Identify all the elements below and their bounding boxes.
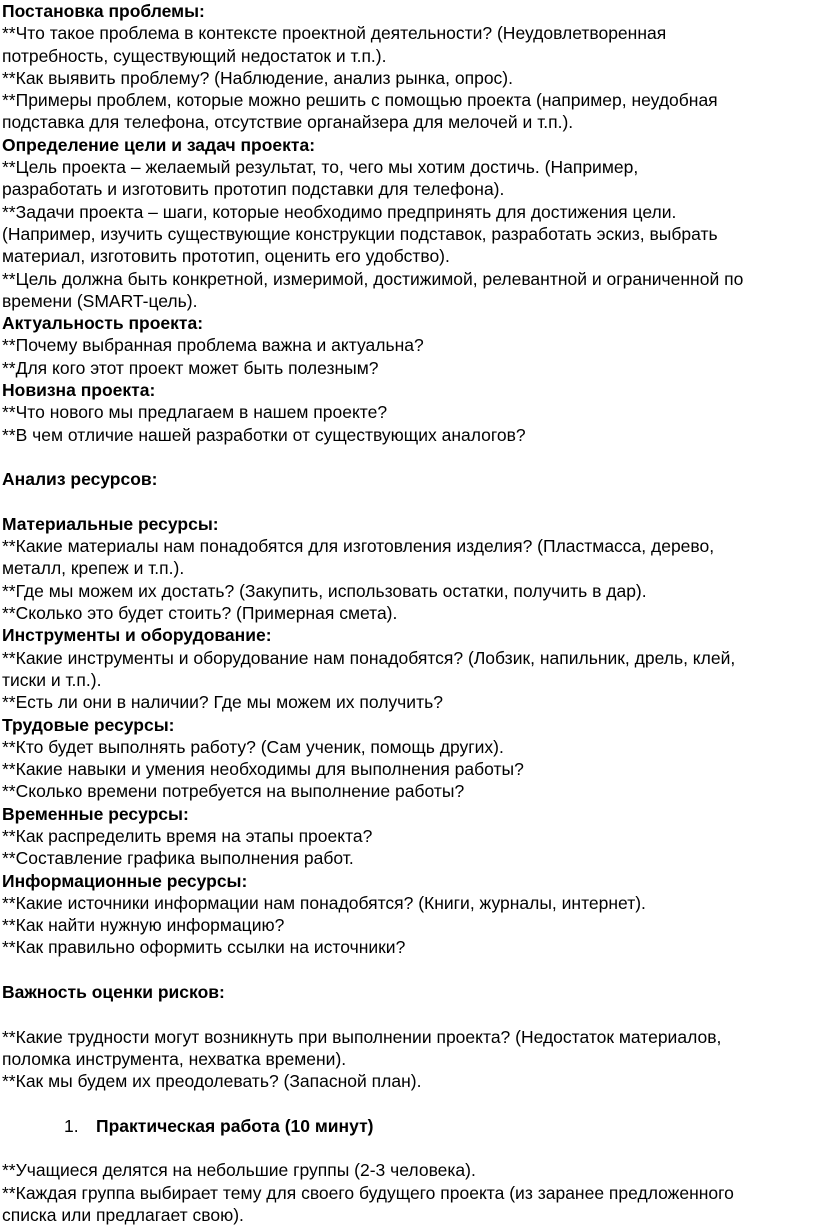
blank-line: [2, 1137, 814, 1159]
section-heading: Актуальность проекта:: [2, 313, 204, 334]
numbered-item: [2, 1115, 814, 1137]
text-line: **Какие источники информации нам понадобятся? (Книги, журналы, интернет).: [2, 892, 646, 913]
section-heading: Временные ресурсы:: [2, 803, 189, 824]
section-heading: Новизна проекта:: [2, 380, 156, 401]
text-line: **Примеры проблем, которые можно решить с помощью проекта (например, неудобная: [2, 90, 718, 111]
text-line: **Цель должна быть конкретной, измеримой, достижимой, релевантной и ограниченной по: [2, 268, 744, 289]
text-line: **Составление графика выполнения работ.: [2, 848, 354, 869]
text-line: **Есть ли они в наличии? Где мы можем их получить?: [2, 692, 443, 713]
text-line: **Почему выбранная проблема важна и актуальна?: [2, 335, 424, 356]
text-line: материал, изготовить прототип, оценить его удобство).: [2, 246, 450, 267]
document-body: [2, 0, 814, 1226]
text-line: **Как распределить время на этапы проекта?: [2, 825, 373, 846]
blank-line: [2, 491, 814, 513]
text-line: **Как правильно оформить ссылки на источники?: [2, 937, 406, 958]
list-number: 1.: [64, 1115, 79, 1136]
text-line: времени (SMART-цель).: [2, 290, 198, 311]
text-line: **Какие трудности могут возникнуть при выполнении проекта? (Недостаток материалов,: [2, 1026, 722, 1047]
numbered-item-title: Практическая работа (10 минут): [96, 1115, 374, 1136]
section-heading: Определение цели и задач проекта:: [2, 134, 316, 155]
text-line: потребность, существующий недостаток и т.п.).: [2, 45, 387, 66]
text-line: **Сколько времени потребуется на выполнение работы?: [2, 781, 465, 802]
text-line: (Например, изучить существующие конструкции подставок, разработать эскиз, выбрать: [2, 223, 718, 244]
text-line: **Что такое проблема в контексте проектной деятельности? (Неудовлетворенная: [2, 23, 667, 44]
text-line: тиски и т.п.).: [2, 669, 102, 690]
text-line: **Какие навыки и умения необходимы для выполнения работы?: [2, 759, 524, 780]
text-line: разработать и изготовить прототип подставки для телефона).: [2, 179, 505, 200]
section-heading: Важность оценки рисков:: [2, 982, 225, 1003]
section-heading: Информационные ресурсы:: [2, 870, 248, 891]
text-line: **Для кого этот проект может быть полезным?: [2, 357, 379, 378]
blank-line: [2, 446, 814, 468]
section-heading: Трудовые ресурсы:: [2, 714, 175, 735]
text-line: **Сколько это будет стоить? (Примерная смета).: [2, 603, 398, 624]
text-line: **Где мы можем их достать? (Закупить, использовать остатки, получить в дар).: [2, 580, 647, 601]
blank-line: [2, 959, 814, 981]
text-line: **Цель проекта – желаемый результат, то, чего мы хотим достичь. (Например,: [2, 157, 639, 178]
text-line: металл, крепеж и т.п.).: [2, 558, 185, 579]
text-line: **Какие материалы нам понадобятся для изготовления изделия? (Пластмасса, дерево,: [2, 536, 715, 557]
text-line: **Как найти нужную информацию?: [2, 915, 285, 936]
section-heading: Инструменты и оборудование:: [2, 625, 272, 646]
text-line: поломка инструмента, нехватка времени).: [2, 1048, 347, 1069]
text-line: **Что нового мы предлагаем в нашем проекте?: [2, 402, 388, 423]
blank-line: [2, 1003, 814, 1025]
text-line: **Задачи проекта – шаги, которые необходимо предпринять для достижения цели.: [2, 201, 677, 222]
text-line: **В чем отличие нашей разработки от существующих аналогов?: [2, 424, 526, 445]
section-heading: Материальные ресурсы:: [2, 513, 219, 534]
text-line: **Какие инструменты и оборудование нам понадобятся? (Лобзик, напильник, дрель, клей,: [2, 647, 736, 668]
text-line: **Каждая группа выбирает тему для своего будущего проекта (из заранее предложенного: [2, 1182, 734, 1203]
section-heading: Анализ ресурсов:: [2, 469, 158, 490]
text-line: **Как выявить проблему? (Наблюдение, анализ рынка, опрос).: [2, 67, 513, 88]
text-line: подставка для телефона, отсутствие органайзера для мелочей и т.п.).: [2, 112, 574, 133]
text-line: списка или предлагает свою).: [2, 1205, 244, 1226]
section-heading: Постановка проблемы:: [2, 1, 205, 21]
blank-line: [2, 1093, 814, 1115]
text-line: **Учащиеся делятся на небольшие группы (2-3 человека).: [2, 1160, 476, 1181]
text-line: **Как мы будем их преодолевать? (Запасной план).: [2, 1071, 422, 1092]
text-line: **Кто будет выполнять работу? (Сам ученик, помощь других).: [2, 736, 504, 757]
